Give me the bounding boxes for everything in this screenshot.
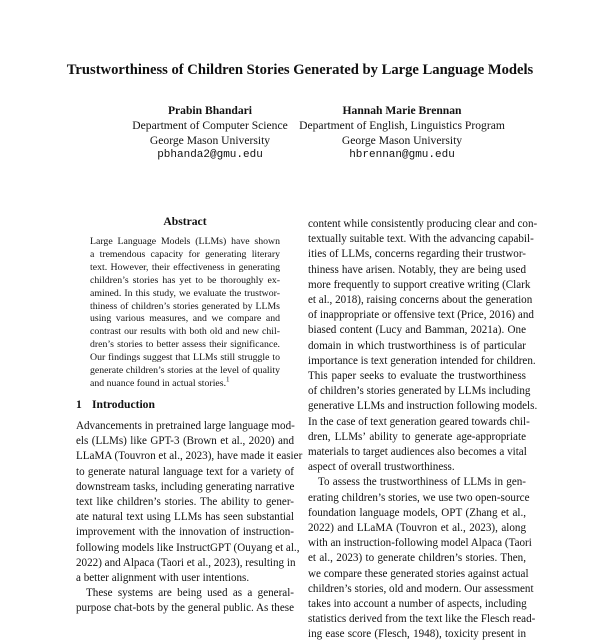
author-block-2	[291, 103, 513, 163]
intro-paragraph-1	[76, 419, 303, 586]
left-column-body	[76, 419, 303, 617]
abstract-line: children’s stories has yet to be thoroughly ex-	[90, 274, 280, 286]
body-line: In the case of text generation geared towards chil-	[308, 415, 530, 428]
body-line: takes into account a number of aspects, including	[308, 598, 527, 611]
section-heading	[76, 397, 155, 412]
body-line: biased content (Lucy and Bamman, 2021a). One	[308, 324, 526, 337]
body-line-text: These systems are being used as a general-	[86, 587, 294, 600]
body-line: et al., 2018), raising concerns about the generation	[308, 294, 533, 307]
body-line: 2022) and Alpaca (Taori et al., 2023), resulting in	[76, 556, 296, 569]
footnote-mark: 1	[226, 375, 230, 384]
abstract-line: Large Language Models (LLMs) have shown	[90, 236, 280, 247]
abstract-line: generate children’s stories at the level of quality	[90, 365, 280, 377]
body-line: of inappropriate or offensive text (Price, 2016) and	[308, 309, 534, 322]
body-line: thiness have arisen. Notably, they are being used	[308, 263, 526, 276]
abstract-line: using various measures, and we compare and	[90, 313, 280, 325]
body-line: Advancements in pretrained large language mod-	[76, 420, 295, 432]
body-line: ate natural text using LLMs has seen substantial	[76, 511, 294, 524]
body-line: of children’s stories generated by LLMs including	[308, 385, 531, 398]
body-line: LLaMA (Touvron et al., 2023), have made it easier	[76, 450, 303, 463]
author-name: Hannah Marie Brennan	[342, 104, 462, 117]
body-line: purpose chat-bots by the general public. As these	[76, 602, 294, 615]
abstract-heading: Abstract	[163, 215, 207, 228]
abstract-line: Our findings suggest that LLMs still struggle to	[90, 352, 280, 364]
body-line: materials to target audiences also becomes a vital	[308, 446, 527, 459]
body-line: text like children’s stories. The ability to gener-	[76, 496, 294, 509]
intro-paragraph-3	[308, 217, 538, 475]
body-line: foundation language models, OPT (Zhang et al.,	[308, 506, 526, 519]
body-line: et al., 2023) to generate children’s stories. Then,	[308, 552, 526, 565]
body-line: els (LLMs) like GPT-3 (Brown et al., 2020) and	[76, 435, 294, 448]
abstract-line-last	[90, 375, 280, 391]
body-line: importance is text generation intended for children.	[308, 354, 536, 367]
body-line: we compare these generated stories against actual	[308, 567, 529, 580]
body-line: erating children’s stories, we use two open-source	[308, 491, 530, 504]
body-line: statistics derived from the text like the Flesch read-	[308, 613, 536, 626]
body-line: with an instruction-following model Alpaca (Taori	[308, 537, 532, 550]
body-line: a better alignment with user intentions.	[76, 572, 250, 585]
body-line: aspect of overall trustworthiness.	[308, 461, 455, 474]
paper-title: Trustworthiness of Children Stories Generated by Large Language Models	[66, 62, 534, 78]
body-line: children’s stories, old and modern. Our assessment	[308, 582, 534, 595]
abstract-body	[90, 236, 280, 391]
body-line: ities of LLMs, concerns regarding their trustwor-	[308, 248, 526, 261]
author-email: hbrennan@gmu.edu	[349, 149, 455, 161]
author-institution: George Mason University	[149, 134, 271, 147]
body-line: following models like InstructGPT (Ouyang et al.,	[76, 541, 300, 554]
intro-paragraph-2	[76, 586, 294, 616]
body-line: to generate natural language text for a variety of	[76, 465, 294, 478]
author-affiliation: Department of English, Linguistics Program	[299, 119, 505, 132]
body-line: domain in which trustworthiness is of particular	[308, 339, 526, 352]
body-line: improvement with the innovation of instruction-	[76, 526, 294, 539]
abstract-line: contrast our results with both old and new chil-	[90, 326, 280, 338]
author-email: pbhanda2@gmu.edu	[157, 149, 263, 161]
author-name: Prabin Bhandari	[167, 104, 253, 117]
body-line: more frequently to support creative writing (Clark	[308, 278, 531, 291]
author-block-1	[110, 103, 310, 163]
body-line: ing ease score (Flesch, 1948), toxicity present in	[308, 628, 526, 641]
abstract-line: amined. In this study, we evaluate the trustwor-	[90, 287, 280, 299]
author-affiliation: Department of Computer Science	[132, 119, 288, 132]
body-line-text: To assess the trustworthiness of LLMs in gen-	[318, 476, 526, 489]
abstract-line-text: and nuance found in actual stories.	[90, 377, 227, 389]
body-line: textually suitable text. With the advancing capabil-	[308, 233, 534, 246]
body-line: 2022) and LLaMA (Touvron et al., 2023), along	[308, 522, 526, 535]
abstract-line: thiness of children’s stories generated by LLMs	[90, 300, 280, 312]
body-line: generative LLMs and instruction following models.	[308, 400, 538, 413]
abstract-line: text. However, their effectiveness in generating	[90, 261, 280, 273]
section-number: 1	[76, 398, 82, 411]
right-column-body	[308, 217, 538, 643]
body-line: content while consistently producing clear and con-	[308, 218, 538, 230]
body-line-indented	[308, 475, 526, 490]
abstract-line: dren’s stories to better assess their significance.	[90, 339, 280, 351]
author-institution: George Mason University	[341, 134, 463, 147]
body-line: This paper seeks to evaluate the trustworthiness	[308, 370, 526, 383]
abstract-line: a tremendous capacity for generating literary	[90, 248, 280, 260]
body-line-indented	[76, 586, 294, 601]
intro-paragraph-4	[308, 475, 536, 642]
section-title: Introduction	[92, 398, 155, 411]
body-line: downstream tasks, including generating narrative	[76, 480, 295, 493]
body-line: dren, LLMs’ ability to generate age-appropriate	[308, 430, 526, 443]
